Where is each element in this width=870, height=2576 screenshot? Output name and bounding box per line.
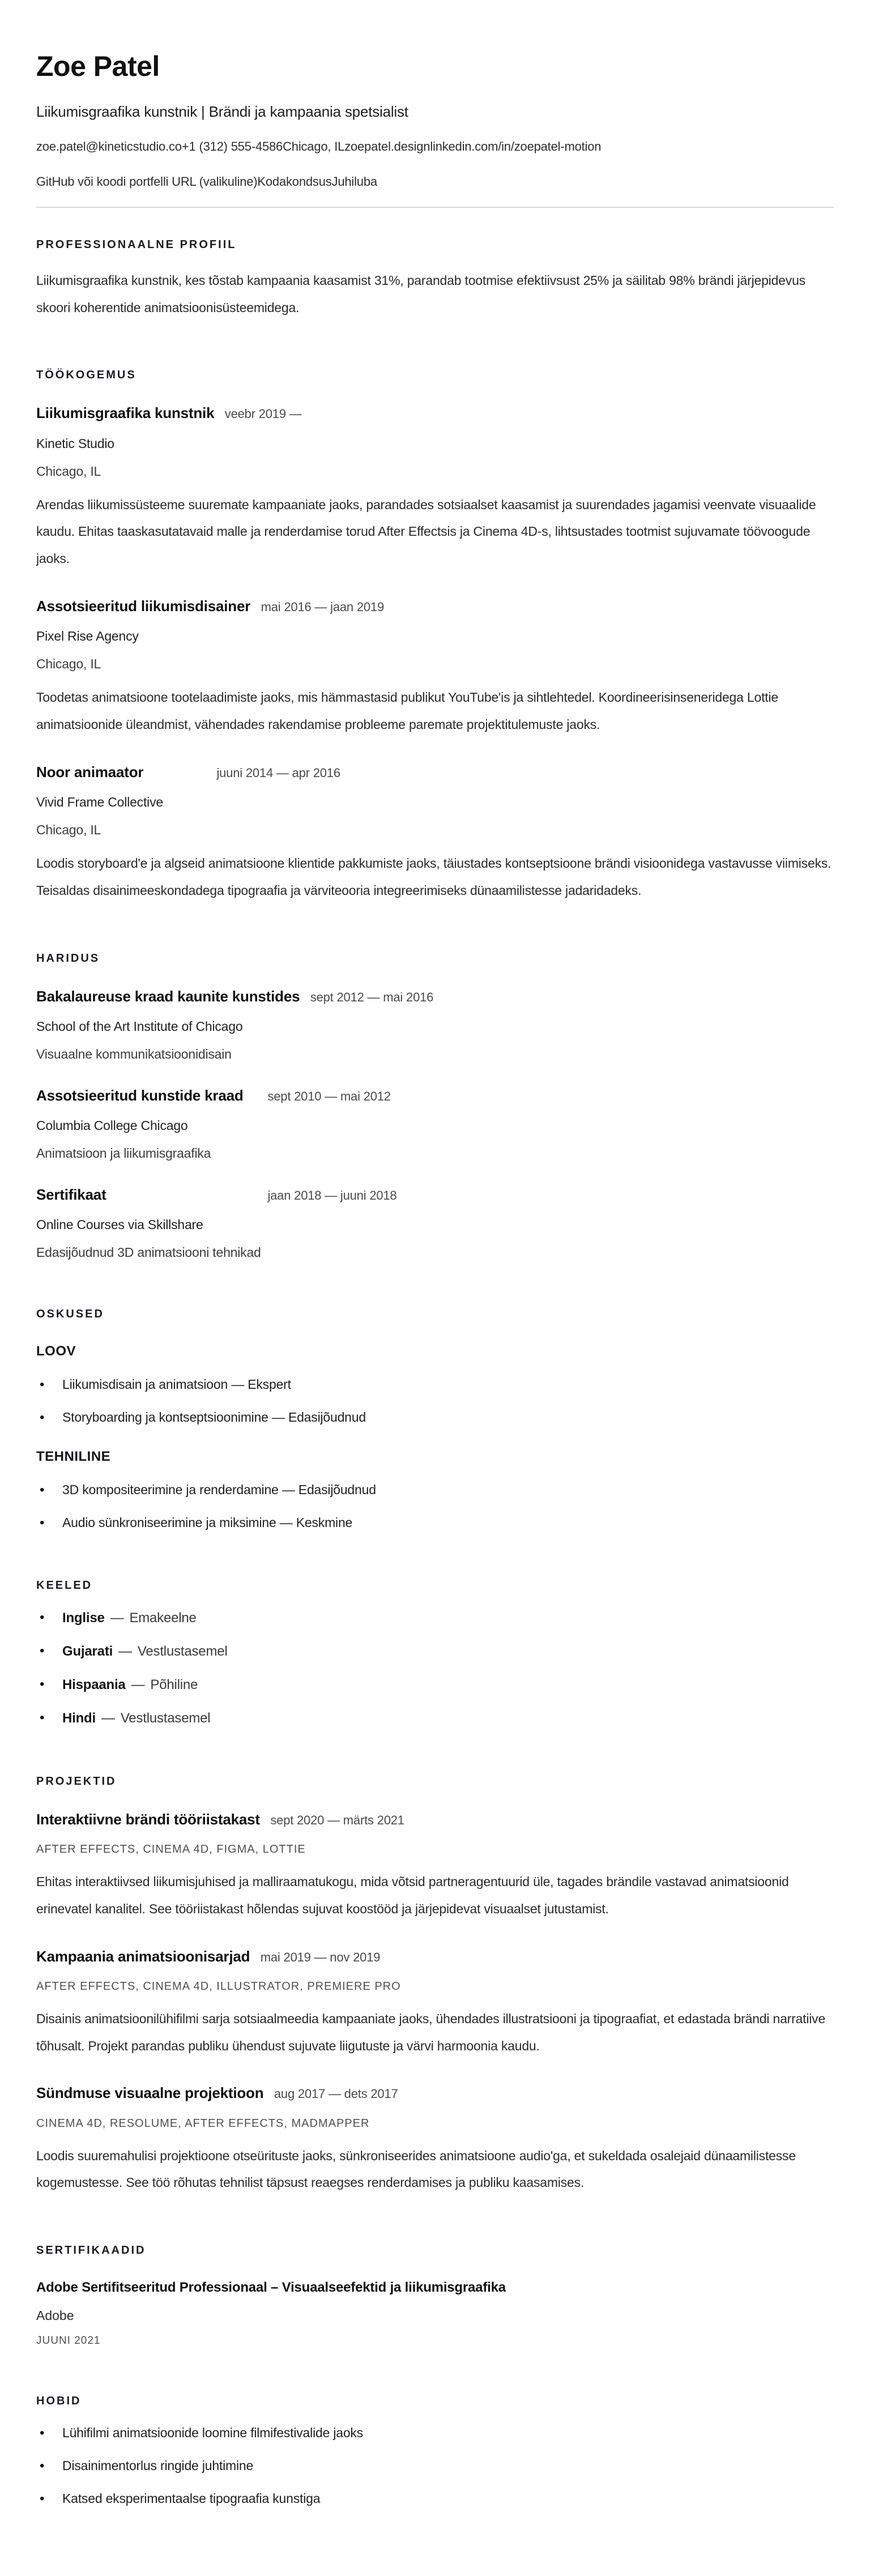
job-title: Assotsieeritud liikumisdisainer [36, 598, 251, 615]
education-dates: jaan 2018 — juuni 2018 [267, 1188, 397, 1203]
languages-heading: KEELED [36, 1579, 93, 1592]
contact-linkedin: linkedin.com/in/zoepatel-motion [430, 139, 602, 153]
job-description: Arendas liikumissüsteeme suuremate kampaaniate jaoks, parandades sotsiaalset kaasamist ja suurendades jagamisi veenvate visuaalide kaudu. Ehitas taaskasutatavaid malle ja renderdamise torud After Effectsis ja Cinema 4D-s, lihtsustades tootmist sujuvamate töövoogude jaoks. [36, 497, 816, 566]
section-hobbies [36, 2395, 834, 2507]
experience-heading: TÖÖKOGEMUS [36, 369, 137, 382]
project-dates: aug 2017 — dets 2017 [274, 2087, 398, 2101]
project-entry [36, 1948, 834, 2060]
education-entry [36, 1186, 834, 1260]
job-company: Pixel Rise Agency [36, 629, 139, 644]
certification-date: JUUNI 2021 [36, 2335, 101, 2347]
language-level: Vestlustasemel [120, 1711, 211, 1726]
section-experience [36, 369, 834, 904]
hobby-item: • Katsed eksperimentaalse tipograafia kunstiga [36, 2490, 834, 2507]
degree-title: Bakalaureuse kraad kaunite kunstides [36, 987, 300, 1005]
profile-text: Liikumisgraafika kunstnik, kes tõstab kampaania kaasamist 31%, parandab tootmise efektiivsust 25% ja säilitab 98% brändi järjepidevus skoori koherentide animatsioonisüsteemidega. [36, 272, 805, 315]
project-description: Disainis animatsioonilühifilmi sarja sotsiaalmeedia kampaaniate jaoks, ühendades illustratsiooni ja tipograafiat, et edastada brändi narratiive tõhusalt. Projekt parandas publiku ühendust sujuvate liigutuste ja värvi harmoonia kaudu. [36, 2011, 826, 2053]
project-title-row [36, 1811, 834, 1828]
skill-item: • Storyboarding ja kontseptsioonimine — Edasijõudnud [36, 1409, 834, 1426]
language-name: Inglise [62, 1610, 105, 1626]
language-name: Hindi [62, 1711, 96, 1726]
field-of-study: Visuaalne kommunikatsioonidisain [36, 1046, 232, 1061]
project-dates: mai 2019 — nov 2019 [260, 1950, 381, 1964]
education-dates: sept 2012 — mai 2016 [310, 990, 434, 1004]
job-location: Chicago, IL [36, 656, 101, 672]
job-description: Loodis storyboard'e ja algseid animatsioone klientide pakkumiste jaoks, täiustades kontseptsioone brändi visioonidega vastavusse viimiseks. Teisaldas disainimeeskondadega tipograafia ja värviteooria integreerimiseks dünaamilistesse jadaridadeks. [36, 856, 831, 898]
certification-title: Adobe Sertifitseeritud Professionaal – Visuaalseefektid ja liikumisgraafika [36, 2280, 506, 2296]
contact-website: zoepatel.design [344, 139, 430, 153]
education-heading: HARIDUS [36, 952, 100, 965]
skill-group-heading: LOOV [36, 1344, 76, 1359]
resume-name: Zoe Patel [36, 50, 160, 82]
projects-heading: PROJEKTID [36, 1775, 117, 1788]
field-of-study: Animatsioon ja liikumisgraafika [36, 1146, 211, 1161]
project-description: Loodis suuremahulisi projektioone otseürituste jaoks, sünkroniseerides animatsioone audio'ga, et sukeldada osalejaid dünaamilistesse kogemustesse. See töö rõhutas tehnilist täpsust reaegses renderdamises ja publiku kaasamises. [36, 2148, 796, 2190]
contact-citizenship-label: Kodakondsus [257, 174, 332, 189]
skill-group-heading: TEHNILINE [36, 1449, 111, 1465]
contact-phone: +1 (312) 555-4586 [181, 139, 283, 153]
project-entry [36, 1811, 834, 1923]
section-profile [36, 238, 834, 322]
school-name: School of the Art Institute of Chicago [36, 1018, 243, 1034]
job-title: Liikumisgraafika kunstnik [36, 404, 215, 422]
language-item [36, 1643, 834, 1660]
language-item [36, 1676, 834, 1694]
hobby-item: • Lühifilmi animatsioonide loomine filmifestivalide jaoks [36, 2425, 834, 2442]
resume-header [36, 50, 834, 208]
language-level: Vestlustasemel [137, 1644, 228, 1660]
hobby-list [36, 2425, 834, 2507]
language-name: Hispaania [62, 1677, 126, 1693]
contact-github-label: GitHub või koodi portfelli URL (valikuline) [36, 174, 258, 189]
section-projects [36, 1775, 834, 2197]
project-description: Ehitas interaktiivsed liikumisjuhised ja malliraamatukogu, mida võtsid partneragentuurid üle, tagades brändile vastavad animatsioonid erinevatel kanalitel. See tööriistakast hõlendas sujuvat koostööd ja järjepidevat visuaalset jutustamist. [36, 1874, 789, 1916]
certifications-heading: SERTIFIKAADID [36, 2244, 146, 2257]
school-name: Online Courses via Skillshare [36, 1217, 203, 1232]
skill-item: • Audio sünkroniseerimine ja miksimine — Keskmine [36, 1515, 834, 1532]
job-entry [36, 764, 834, 905]
education-title-row [36, 1087, 834, 1104]
education-title-row [36, 1186, 834, 1204]
certification-issuer: Adobe [36, 2308, 74, 2323]
contact-line-2 [36, 173, 834, 191]
skills-heading: OSKUSED [36, 1308, 104, 1321]
education-title-row [36, 988, 834, 1005]
job-description: Toodetas animatsioone tootelaadimiste jaoks, mis hämmastasid publikut YouTube'is ja sihtlehtedel. Koordineerisinseneridega Lottie animatsioonide üleandmist, vähendades rakendamise probleeme paremate projektitulemuste jaoks. [36, 690, 778, 732]
language-separator: — [131, 1677, 145, 1693]
language-item [36, 1709, 834, 1727]
header-divider [36, 207, 834, 208]
section-certifications [36, 2244, 834, 2347]
language-list [36, 1609, 834, 1728]
job-entry [36, 598, 834, 739]
project-tech: AFTER EFFECTS, CINEMA 4D, ILLUSTRATOR, PREMIERE PRO [36, 1980, 401, 1993]
job-title: Noor animaator [36, 763, 144, 781]
language-separator: — [110, 1610, 124, 1626]
project-title: Kampaania animatsioonisarjad [36, 1947, 250, 1965]
language-separator: — [118, 1644, 132, 1660]
skill-item: • 3D kompositeerimine ja renderdamine — Edasijõudnud [36, 1482, 834, 1499]
skill-item: • Liikumisdisain ja animatsioon — Ekspert [36, 1376, 834, 1393]
job-title-row [36, 598, 834, 615]
education-entry [36, 988, 834, 1062]
section-skills [36, 1308, 834, 1532]
job-company: Kinetic Studio [36, 436, 114, 451]
contact-license-label: Juhiluba [331, 174, 377, 189]
job-location: Chicago, IL [36, 822, 101, 838]
school-name: Columbia College Chicago [36, 1118, 188, 1133]
education-entry [36, 1087, 834, 1161]
skill-list [36, 1482, 834, 1532]
hobbies-heading: HOBID [36, 2395, 82, 2408]
project-entry [36, 2084, 834, 2197]
section-education [36, 952, 834, 1261]
certification-entry [36, 2280, 834, 2347]
project-title: Sündmuse visuaalne projektioon [36, 2084, 264, 2102]
section-languages [36, 1579, 834, 1728]
job-dates: juuni 2014 — apr 2016 [216, 765, 340, 780]
project-tech: AFTER EFFECTS, CINEMA 4D, FIGMA, LOTTIE [36, 1843, 306, 1856]
language-level: Põhiline [150, 1677, 198, 1693]
job-location: Chicago, IL [36, 463, 101, 479]
language-name: Gujarati [62, 1644, 113, 1660]
project-tech: CINEMA 4D, RESOLUME, AFTER EFFECTS, MADMAPPER [36, 2117, 370, 2130]
language-level: Emakeelne [129, 1610, 197, 1626]
job-company: Vivid Frame Collective [36, 795, 163, 810]
job-title-row [36, 764, 834, 781]
project-title-row [36, 2084, 834, 2102]
hobby-item: • Disainimentorlus ringide juhtimine [36, 2458, 834, 2475]
degree-title: Assotsieeritud kunstide kraad [36, 1086, 244, 1104]
project-title: Interaktiivne brändi tööriistakast [36, 1810, 260, 1828]
language-separator: — [101, 1711, 115, 1726]
field-of-study: Edasijõudnud 3D animatsiooni tehnikad [36, 1245, 261, 1260]
profile-heading: PROFESSIONAALNE PROFIIL [36, 238, 237, 251]
project-title-row [36, 1948, 834, 1965]
job-dates: mai 2016 — jaan 2019 [261, 600, 384, 615]
job-dates: veebr 2019 — [224, 407, 302, 421]
degree-title: Sertifikaat [36, 1186, 106, 1204]
skill-list [36, 1376, 834, 1426]
education-dates: sept 2010 — mai 2012 [267, 1089, 391, 1103]
contact-email: zoe.patel@kineticstudio.co [36, 139, 182, 153]
contact-location: Chicago, IL [283, 139, 345, 153]
job-title-row [36, 404, 834, 422]
language-item [36, 1609, 834, 1627]
contact-line-1 [36, 138, 834, 156]
project-dates: sept 2020 — märts 2021 [270, 1812, 404, 1827]
resume-headline: Liikumisgraafika kunstnik | Brändi ja kampaania spetsialist [36, 103, 408, 120]
job-entry [36, 404, 834, 573]
